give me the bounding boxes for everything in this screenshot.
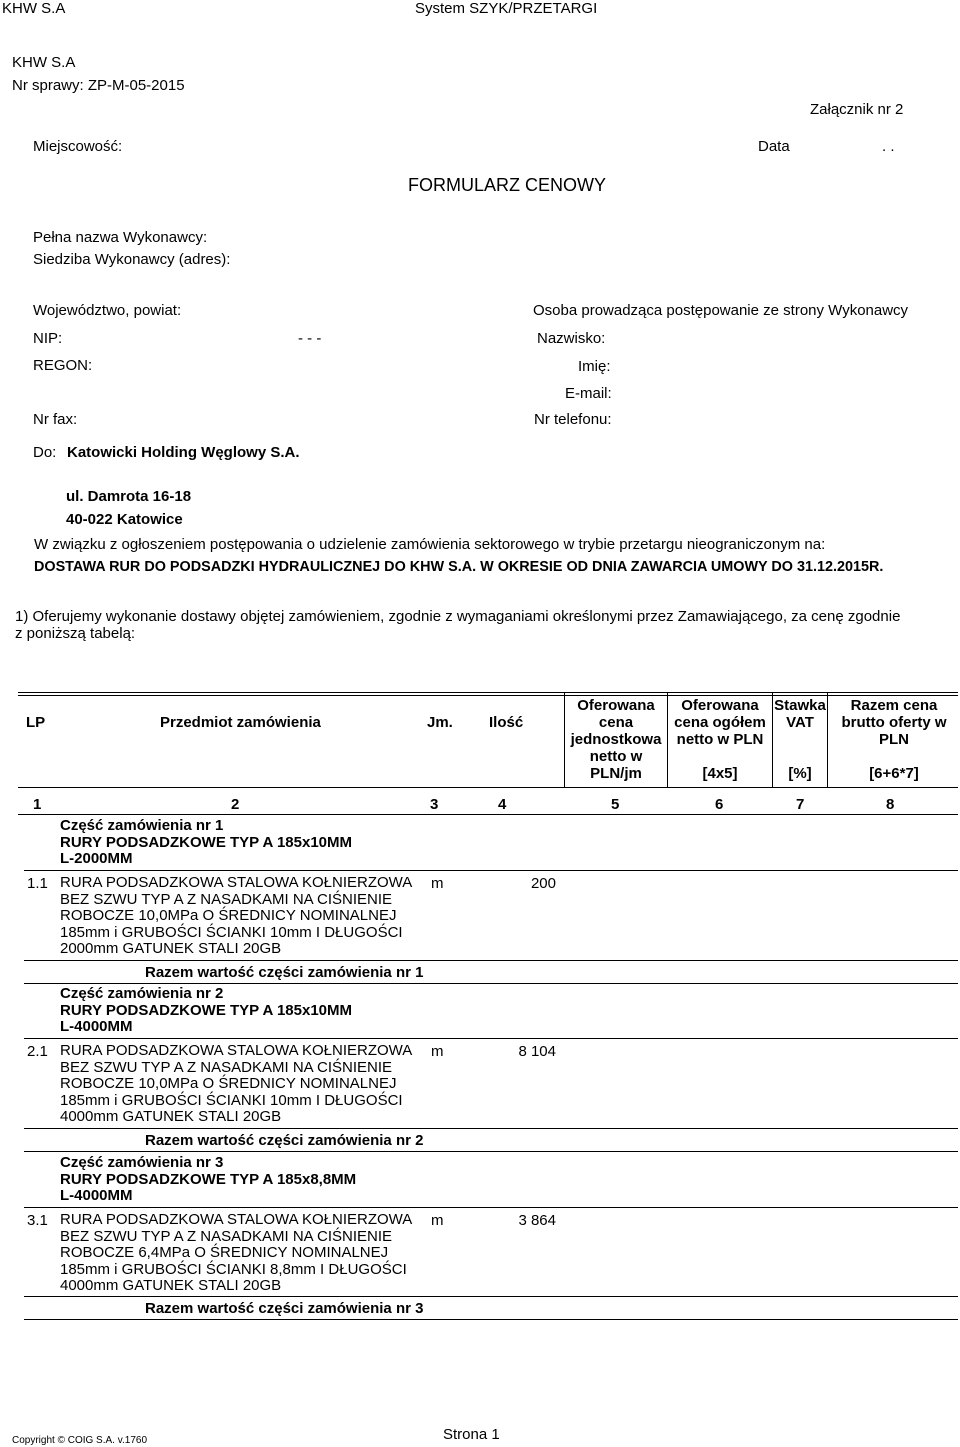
header-system: System SZYK/PRZETARGI [415, 0, 598, 17]
email-label: E-mail: [565, 385, 612, 402]
date-label: Data [758, 138, 790, 155]
col-number-7: 7 [796, 796, 805, 813]
col-header-qty: Ilość [489, 714, 524, 731]
col-divider-8 [827, 692, 828, 788]
item-lp: 1.1 [27, 875, 48, 892]
section-title: Część zamówienia nr 2 RURY PODSADZKOWE TYP A 185x10MM L-4000MM [60, 985, 353, 1035]
attachment-label: Załącznik nr 2 [810, 101, 904, 118]
nip-dashes: - - - [298, 330, 322, 347]
offer-text-line2: z poniższą tabelą: [15, 625, 136, 642]
section-total-label: Razem wartość części zamówienia nr 3 [145, 1300, 424, 1317]
section-total-label: Razem wartość części zamówienia nr 2 [145, 1132, 424, 1149]
section-total-label: Razem wartość części zamówienia nr 1 [145, 964, 424, 981]
footer-copyright: Copyright © COIG S.A. v.1760 [12, 1435, 148, 1446]
province-label: Województwo, powiat: [33, 302, 182, 319]
row-divider [24, 1151, 958, 1152]
to-label: Do: [33, 444, 57, 461]
item-unit: m [431, 1212, 444, 1229]
col-number-5: 5 [611, 796, 620, 813]
row-divider [24, 983, 958, 984]
col-header-vat: Stawka VAT [774, 697, 826, 731]
row-divider [24, 1038, 958, 1039]
row-divider [24, 1296, 958, 1297]
row-divider [24, 870, 958, 871]
offer-text-line1: 1) Oferujemy wykonanie dostawy objętej zamówieniem, zgodnie z wymaganiami określonymi przez Zamawiającego, za cenę zgodnie [15, 608, 901, 625]
contact-person-label: Osoba prowadząca postępowanie ze strony Wykonawcy [533, 302, 909, 319]
col-header-unit: Jm. [427, 714, 453, 731]
table-top-border [18, 692, 958, 696]
section-title: Część zamówienia nr 1 RURY PODSADZKOWE TYP A 185x10MM L-2000MM [60, 817, 353, 867]
nip-label: NIP: [33, 330, 63, 347]
recipient-street: ul. Damrota 16-18 [66, 488, 192, 505]
col-number-1: 1 [33, 796, 42, 813]
item-lp: 2.1 [27, 1043, 48, 1060]
col-number-4: 4 [498, 796, 507, 813]
company-name: KHW S.A [12, 54, 76, 71]
item-quantity: 3 864 [518, 1212, 556, 1229]
col-header-total-net-formula: [4x5] [702, 765, 738, 782]
item-unit: m [431, 1043, 444, 1060]
col-header-subject: Przedmiot zamówienia [160, 714, 321, 731]
tender-subject: DOSTAWA RUR DO PODSADZKI HYDRAULICZNEJ DO KHW S.A. W OKRESIE OD DNIA ZAWARCIA UMOWY DO 31.12.2015R. [34, 559, 884, 575]
col-header-gross: Razem cena brutto oferty w PLN [841, 697, 947, 748]
col-divider-5 [564, 692, 565, 788]
item-description: RURA PODSADZKOWA STALOWA KOŁNIERZOWA BEZ SZWU TYP A Z NASADKAMI NA CIŚNIENIE ROBOCZE 10,0MPa O ŚREDNICY NOMINALNEJ 185mm i GRUBOŚCI ŚCIANKI 10mm I DŁUGOŚCI 4000mm GATUNEK STALI 20GB [60, 1042, 413, 1125]
case-number: Nr sprawy: ZP-M-05-2015 [12, 77, 185, 94]
item-quantity: 8 104 [518, 1043, 556, 1060]
col-header-unit-price: Oferowana cena jednostkowa netto w PLN/jm [570, 697, 662, 782]
col-number-8: 8 [886, 796, 895, 813]
col-number-6: 6 [715, 796, 724, 813]
col-header-total-net: Oferowana cena ogółem netto w PLN [674, 697, 766, 748]
col-header-lp: LP [26, 714, 46, 731]
place-label: Miejscowość: [33, 138, 123, 155]
numbers-row-border [18, 814, 958, 815]
fax-label: Nr fax: [33, 411, 78, 428]
recipient-city: 40-022 Katowice [66, 511, 183, 528]
row-divider [24, 1128, 958, 1129]
phone-label: Nr telefonu: [534, 411, 612, 428]
item-lp: 3.1 [27, 1212, 48, 1229]
form-title: FORMULARZ CENOWY [408, 175, 606, 195]
col-divider-6 [667, 692, 668, 788]
full-name-label: Pełna nazwa Wykonawcy: [33, 229, 208, 246]
item-description: RURA PODSADZKOWA STALOWA KOŁNIERZOWA BEZ SZWU TYP A Z NASADKAMI NA CIŚNIENIE ROBOCZE 6,4MPa O ŚREDNICY NOMINALNEJ 185mm i GRUBOŚCI ŚCIANKI 8,8mm I DŁUGOŚCI 4000mm GATUNEK STALI 20GB [60, 1211, 413, 1294]
regon-label: REGON: [33, 357, 93, 374]
col-number-2: 2 [231, 796, 240, 813]
intro-text: W związku z ogłoszeniem postępowania o udzielenie zamówienia sektorowego w trybie przetargu nieograniczonym na: [34, 536, 826, 553]
item-quantity: 200 [530, 875, 556, 892]
date-dots: . . [882, 138, 895, 155]
col-number-3: 3 [430, 796, 439, 813]
header-company: KHW S.A [2, 0, 66, 17]
recipient-name: Katowicki Holding Węglowy S.A. [67, 444, 300, 461]
col-header-vat-unit: [%] [788, 765, 812, 782]
row-divider [24, 1207, 958, 1208]
first-name-label: Imię: [578, 358, 611, 375]
header-bottom-border [18, 787, 958, 788]
surname-label: Nazwisko: [537, 330, 606, 347]
item-unit: m [431, 875, 444, 892]
col-header-gross-formula: [6+6*7] [869, 765, 919, 782]
row-divider [24, 960, 958, 961]
footer-page-number: Strona 1 [443, 1426, 500, 1443]
address-label: Siedziba Wykonawcy (adres): [33, 251, 231, 268]
item-description: RURA PODSADZKOWA STALOWA KOŁNIERZOWA BEZ SZWU TYP A Z NASADKAMI NA CIŚNIENIE ROBOCZE 10,0MPa O ŚREDNICY NOMINALNEJ 185mm i GRUBOŚCI ŚCIANKI 10mm I DŁUGOŚCI 2000mm GATUNEK STALI 20GB [60, 874, 413, 957]
row-divider [24, 1319, 958, 1320]
section-title: Część zamówienia nr 3 RURY PODSADZKOWE TYP A 185x8,8MM L-4000MM [60, 1154, 357, 1204]
